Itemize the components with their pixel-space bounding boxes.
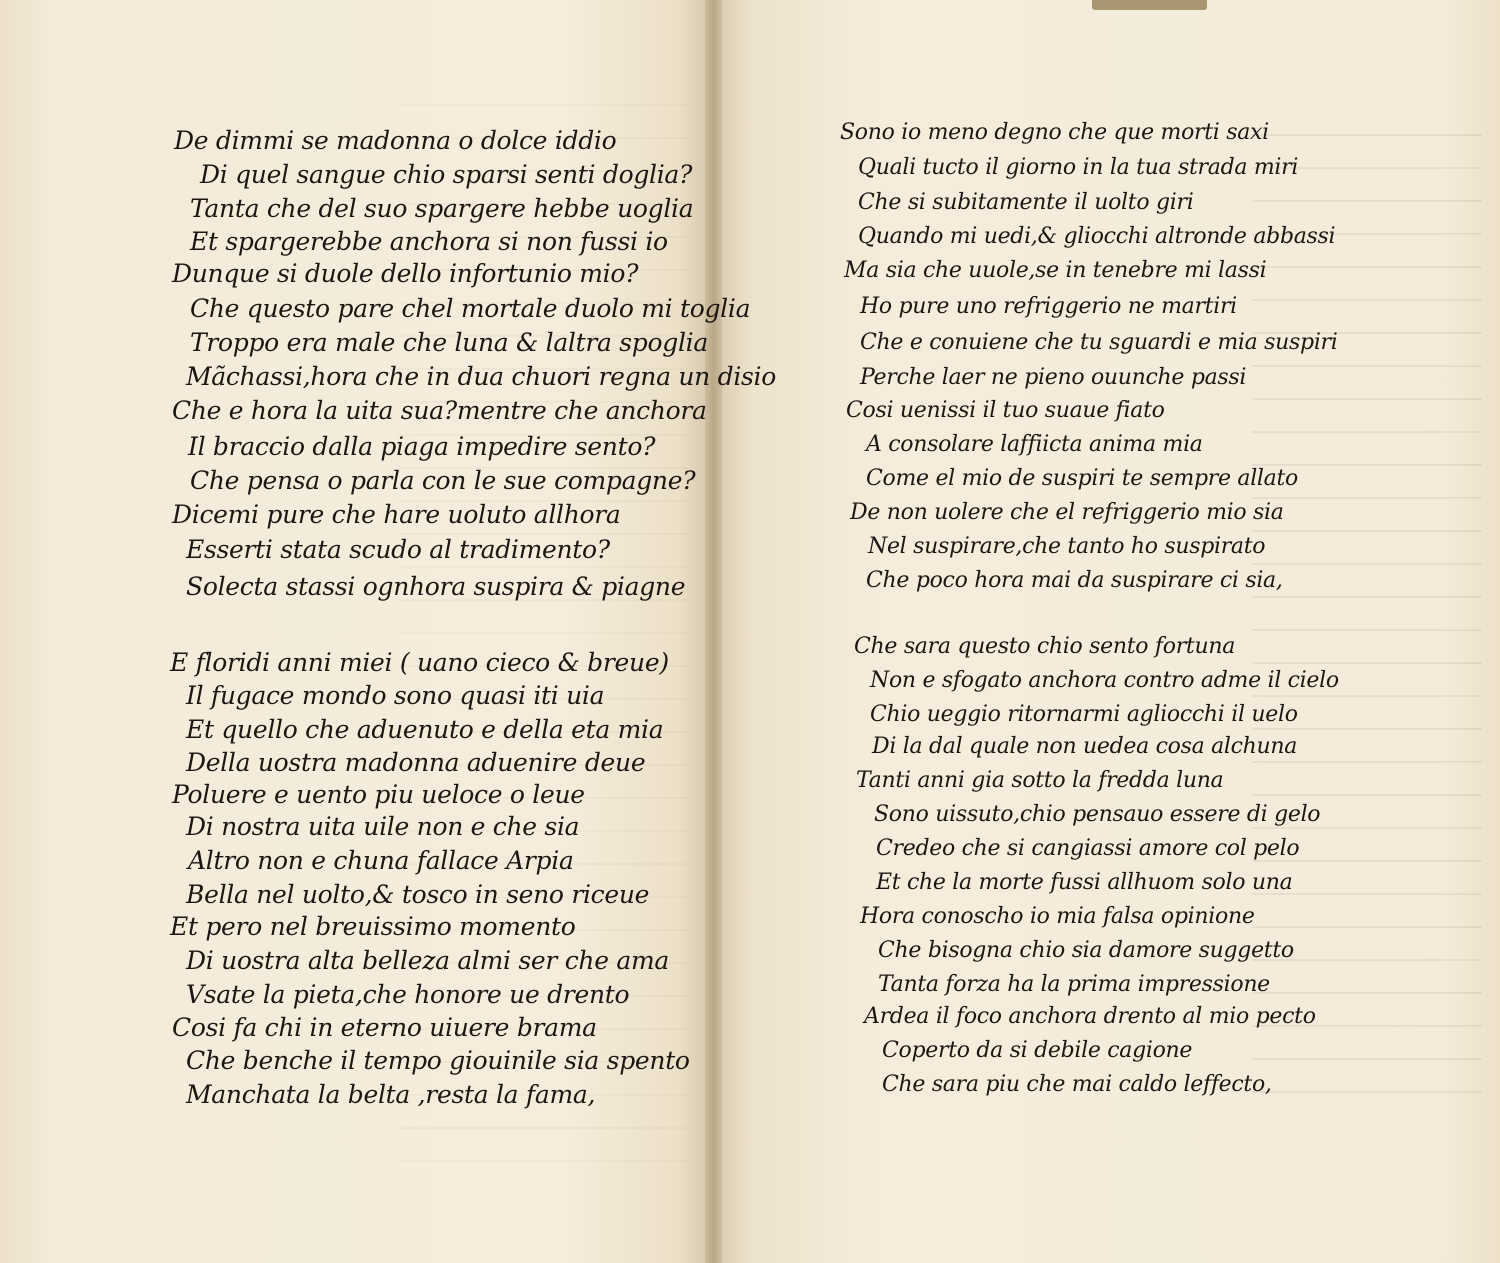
poem-line: Et spargerebbe anchora si non fussi io <box>190 227 668 256</box>
poem-line: Et pero nel breuissimo momento <box>170 912 576 941</box>
poem-line: Di nostra uita uile non e che sia <box>186 812 580 841</box>
poem-line: Quali tucto il giorno in la tua strada miri <box>858 155 1299 180</box>
book-gutter <box>705 0 722 1263</box>
poem-line: Vsate la pieta,che honore ue drento <box>186 980 630 1009</box>
poem-line: De dimmi se madonna o dolce iddio <box>174 126 617 155</box>
poem-line: Solecta stassi ognhora suspira & piagne <box>186 572 686 601</box>
page-top-mark <box>1092 0 1207 10</box>
poem-line: A consolare laffiicta anima mia <box>866 432 1203 457</box>
poem-line: Cosi fa chi in eterno uiuere brama <box>172 1013 597 1042</box>
poem-line: Che poco hora mai da suspirare ci sia, <box>866 568 1283 593</box>
poem-line: Mãchassi,hora che in dua chuori regna un disio <box>186 362 776 391</box>
poem-line: De non uolere che el refriggerio mio sia <box>850 500 1284 525</box>
poem-line: Dicemi pure che hare uoluto allhora <box>172 500 621 529</box>
poem-line: Esserti stata scudo al tradimento? <box>186 535 610 564</box>
poem-line: Che e conuiene che tu sguardi e mia suspiri <box>860 330 1338 355</box>
poem-line: Cosi uenissi il tuo suaue fiato <box>846 398 1165 423</box>
poem-line: Tanta che del suo spargere hebbe uoglia <box>190 194 694 223</box>
poem-line: E floridi anni miei ( uano cieco & breue) <box>170 648 669 677</box>
poem-line: Chio ueggio ritornarmi agliocchi il uelo <box>870 702 1298 727</box>
poem-line: Di quel sangue chio sparsi senti doglia? <box>200 160 693 189</box>
poem-line: Ardea il foco anchora drento al mio pecto <box>864 1004 1316 1029</box>
poem-line: Bella nel uolto,& tosco in seno riceue <box>186 880 650 909</box>
poem-line: Che e hora la uita sua?mentre che anchora <box>172 396 707 425</box>
poem-line: Poluere e uento piu ueloce o leue <box>172 780 585 809</box>
poem-line: Che pensa o parla con le sue compagne? <box>190 466 696 495</box>
poem-line: Hora conoscho io mia falsa opinione <box>860 904 1255 929</box>
poem-line: Non e sfogato anchora contro adme il cielo <box>870 668 1339 693</box>
poem-line: Che sara piu che mai caldo leffecto, <box>882 1072 1272 1097</box>
poem-line: Nel suspirare,che tanto ho suspirato <box>868 534 1266 559</box>
poem-line: Che questo pare chel mortale duolo mi toglia <box>190 294 751 323</box>
poem-line: Tanti anni gia sotto la fredda luna <box>856 768 1224 793</box>
poem-line: Troppo era male che luna & laltra spoglia <box>190 328 708 357</box>
poem-line: Che benche il tempo giouinile sia spento <box>186 1046 690 1075</box>
poem-line: Credeo che si cangiassi amore col pelo <box>876 836 1300 861</box>
poem-line: Et che la morte fussi allhuom solo una <box>876 870 1293 895</box>
poem-line: Ho pure uno refriggerio ne martiri <box>860 294 1237 319</box>
poem-line: Manchata la belta ,resta la fama, <box>186 1080 596 1109</box>
poem-line: Sono uissuto,chio pensauo essere di gelo <box>874 802 1321 827</box>
poem-line: Sono io meno degno che que morti saxi <box>840 120 1269 145</box>
poem-line: Dunque si duole dello infortunio mio? <box>172 259 639 288</box>
poem-line: Che bisogna chio sia damore suggetto <box>878 938 1294 963</box>
poem-line: Come el mio de suspiri te sempre allato <box>866 466 1298 491</box>
poem-line: Et quello che aduenuto e della eta mia <box>186 715 664 744</box>
poem-line: Che si subitamente il uolto giri <box>858 190 1194 215</box>
poem-line: Perche laer ne pieno ouunche passi <box>860 365 1247 390</box>
poem-line: Coperto da si debile cagione <box>882 1038 1193 1063</box>
poem-line: Tanta forza ha la prima impressione <box>878 972 1270 997</box>
poem-line: Di la dal quale non uedea cosa alchuna <box>872 734 1298 759</box>
poem-line: Della uostra madonna aduenire deue <box>186 748 646 777</box>
poem-line: Altro non e chuna fallace Arpia <box>188 846 574 875</box>
poem-line: Di uostra alta belleza almi ser che ama <box>186 946 669 975</box>
poem-line: Il braccio dalla piaga impedire sento? <box>188 432 656 461</box>
poem-line: Il fugace mondo sono quasi iti uia <box>186 681 605 710</box>
poem-line: Ma sia che uuole,se in tenebre mi lassi <box>844 258 1267 283</box>
poem-line: Quando mi uedi,& gliocchi altronde abbassi <box>858 224 1336 249</box>
poem-line: Che sara questo chio sento fortuna <box>854 634 1236 659</box>
